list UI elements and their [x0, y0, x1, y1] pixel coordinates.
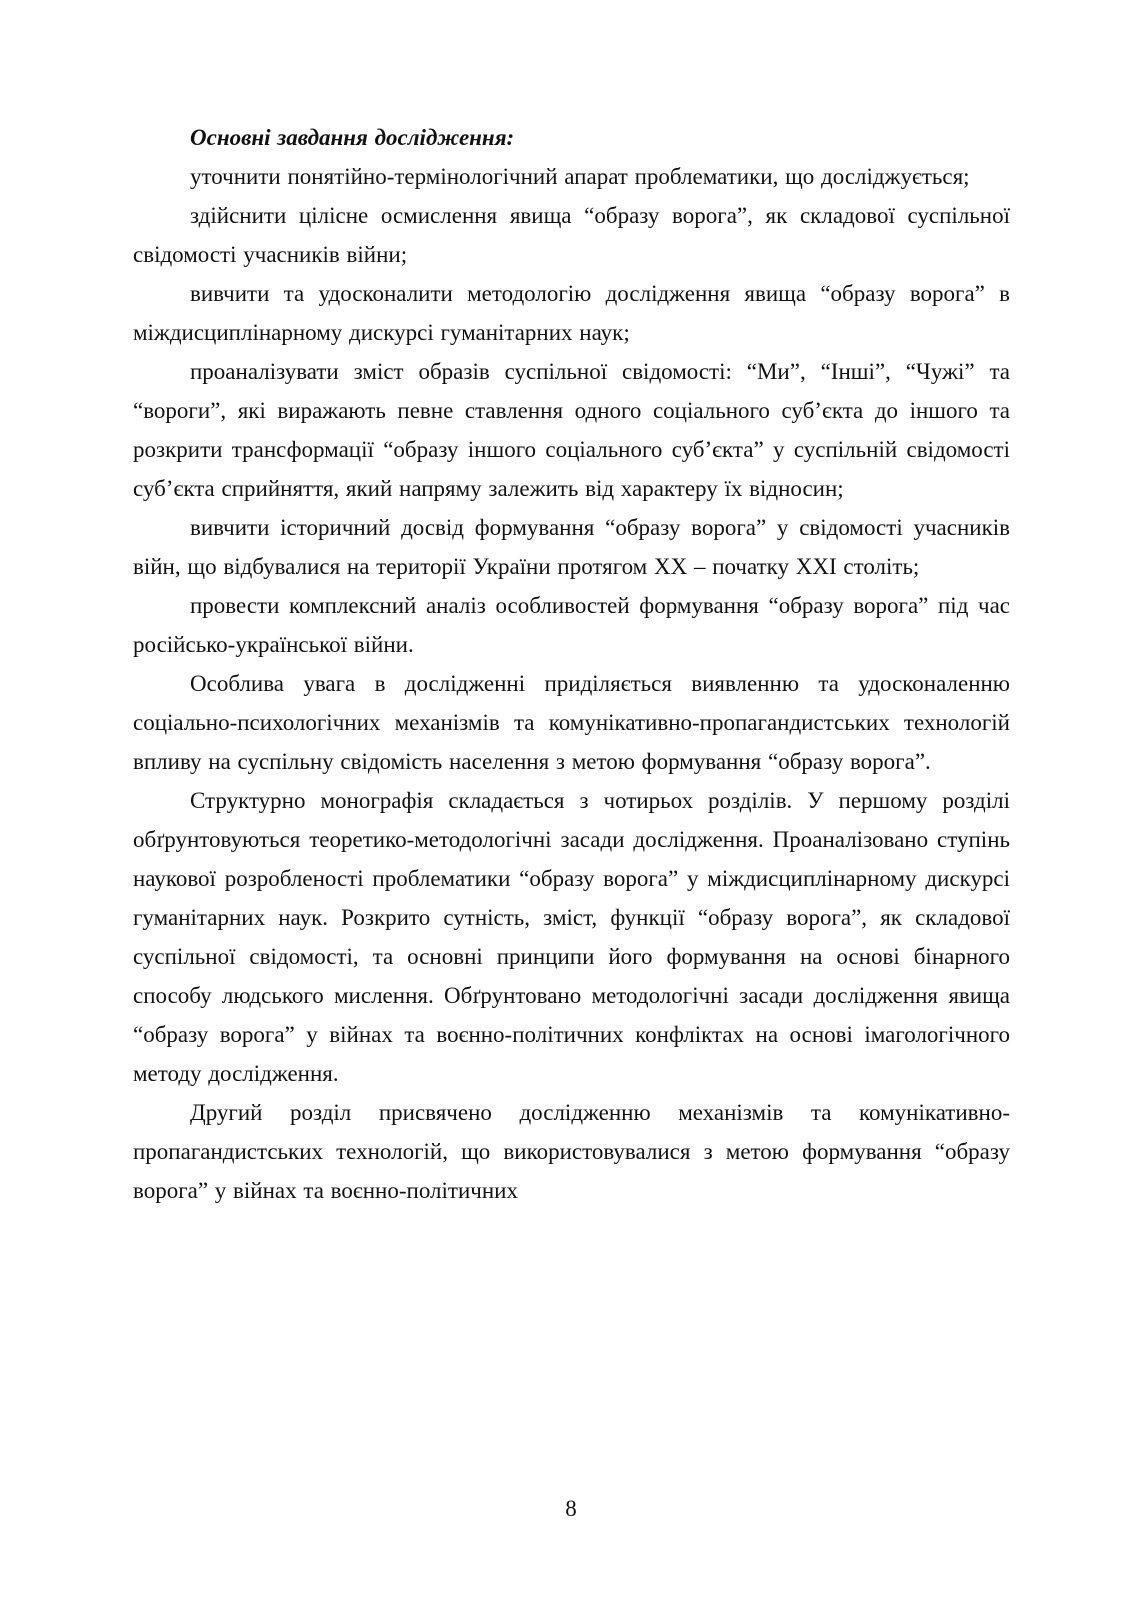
- paragraph-tasks-2: здійснити цілісне осмислення явища “образу ворога”, як складової суспільної свідомості учасників війни;: [133, 203, 1010, 267]
- paragraph-tasks-6: провести комплексний аналіз особливостей формування “образу ворога” під час російсько-української війни.: [133, 593, 1010, 657]
- paragraph-structure-chapter-1: Структурно монографія складається з чотирьох розділів. У першому розділі обґрунтовуються теоретико-методологічні засади дослідження. Проаналізовано ступінь наукової розробленості проблематики “образу ворога” у міждисциплінарному дискурсі гуманітарних наук. Розкрито сутність, зміст, функції “образу ворога”, як складової суспільної свідомості, та основні принципи його формування на основі бінарного способу людського мислення. Обґрунтовано методологічні засади дослідження явища “образу ворога” у війнах та воєнно-політичних конфліктах на основі імагологічного методу дослідження.: [133, 788, 1010, 1086]
- paragraph-tasks-3: вивчити та удосконалити методологію дослідження явища “образу ворога” в міждисциплінарному дискурсі гуманітарних наук;: [133, 281, 1010, 345]
- page-text-block: [133, 118, 1010, 1210]
- section-heading: Основні завдання дослідження:: [190, 125, 515, 150]
- paragraph-tasks-1: уточнити понятійно-термінологічний апарат проблематики, що досліджується;: [190, 164, 970, 189]
- paragraph-tasks-4: проаналізувати зміст образів суспільної свідомості: “Ми”, “Інші”, “Чужі” та “вороги”, які виражають певне ставлення одного соціального суб’єкта до іншого та розкрити трансформації “образу іншого соціального суб’єкта” у суспільній свідомості суб’єкта сприйняття, який напряму залежить від характеру їх відносин;: [133, 359, 1010, 501]
- paragraph-tasks-5: вивчити історичний досвід формування “образу ворога” у свідомості учасників війн, що відбувалися на території України протягом ХХ – початку ХХІ століть;: [133, 515, 1010, 579]
- paragraph-structure-chapter-2: Другий розділ присвячено дослідженню механізмів та комунікативно-пропагандистських технологій, що використовувалися з метою формування “образу ворога” у війнах та воєнно-політичних: [133, 1100, 1010, 1203]
- paragraph-focus: Особлива увага в дослідженні приділяється виявленню та удосконаленню соціально-психологічних механізмів та комунікативно-пропагандистських технологій впливу на суспільну свідомість населення з метою формування “образу ворога”.: [133, 671, 1010, 774]
- page-number: 8: [565, 1496, 577, 1521]
